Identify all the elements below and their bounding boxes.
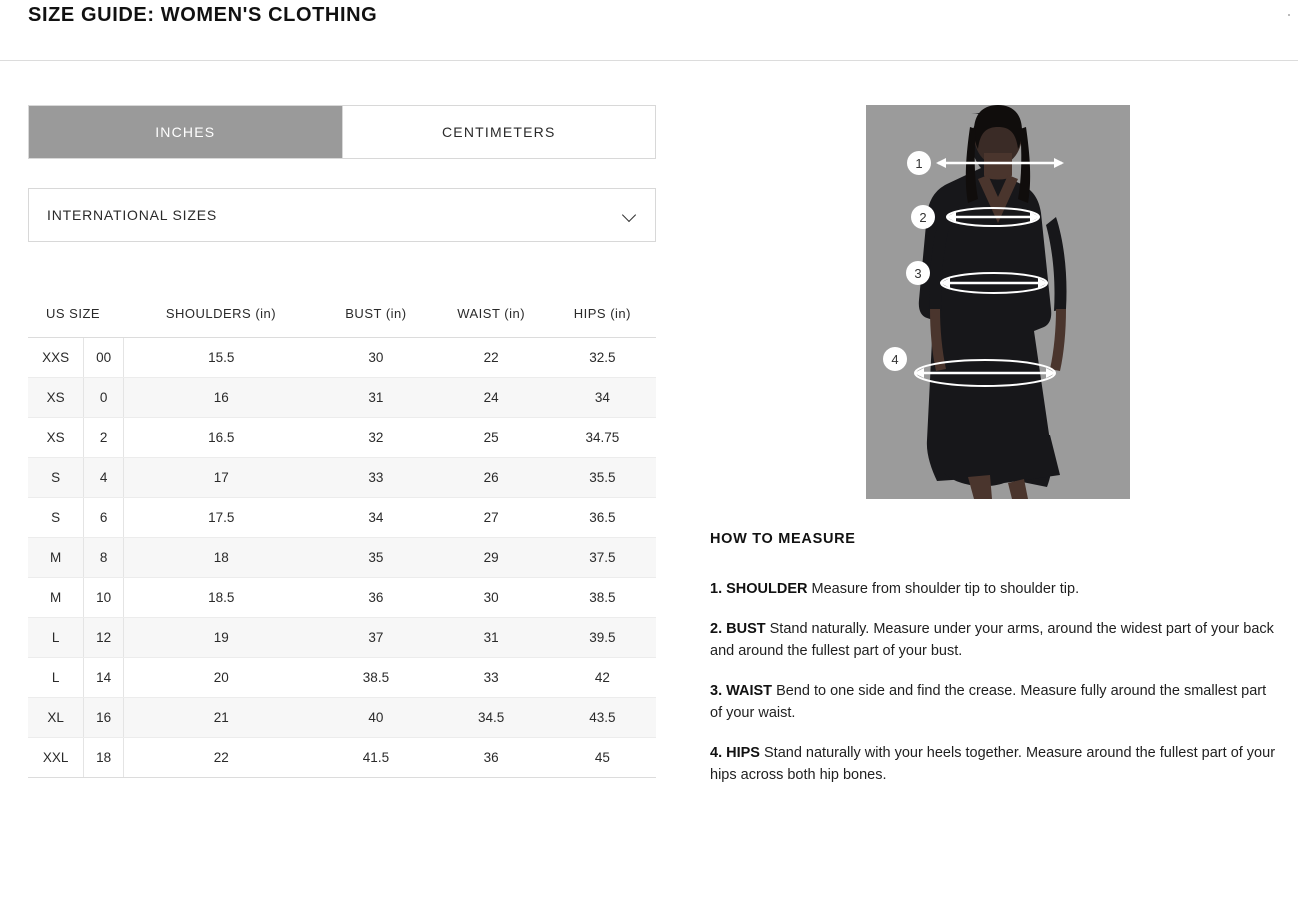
cell-size-number: 00 bbox=[84, 338, 124, 378]
cell-shoulders: 18 bbox=[124, 538, 319, 578]
cell-hips: 43.5 bbox=[549, 698, 656, 738]
cell-waist: 31 bbox=[434, 618, 549, 658]
unit-tabs bbox=[28, 105, 656, 159]
cell-waist: 30 bbox=[434, 578, 549, 618]
svg-text:1: 1 bbox=[915, 156, 923, 171]
cell-waist: 25 bbox=[434, 418, 549, 458]
table-row bbox=[28, 418, 656, 458]
table-row bbox=[28, 658, 656, 698]
cell-bust: 32 bbox=[318, 418, 433, 458]
cell-size-number: 4 bbox=[84, 458, 124, 498]
cell-waist: 36 bbox=[434, 738, 549, 778]
table-row bbox=[28, 578, 656, 618]
measure-step-text: Bend to one side and find the crease. Measure fully around the smallest part of your waist. bbox=[710, 683, 1267, 722]
header-divider bbox=[0, 60, 1298, 61]
measure-step-shoulder bbox=[710, 578, 1276, 600]
cell-waist: 33 bbox=[434, 658, 549, 698]
measure-step-label: 2. BUST bbox=[710, 621, 766, 638]
size-chart-table bbox=[28, 292, 656, 778]
cell-bust: 35 bbox=[318, 538, 433, 578]
corner-marker bbox=[1288, 14, 1290, 16]
size-system-value: INTERNATIONAL SIZES bbox=[47, 207, 217, 223]
cell-hips: 38.5 bbox=[549, 578, 656, 618]
measure-step-text: Measure from shoulder tip to shoulder tip. bbox=[807, 581, 1080, 597]
table-row bbox=[28, 538, 656, 578]
measure-step-waist bbox=[710, 680, 1276, 724]
cell-size-letter: XS bbox=[28, 418, 84, 458]
column-header-bust: BUST (in) bbox=[318, 292, 433, 338]
cell-size-number: 10 bbox=[84, 578, 124, 618]
cell-hips: 35.5 bbox=[549, 458, 656, 498]
table-row bbox=[28, 618, 656, 658]
column-header-us-size: US SIZE bbox=[28, 292, 124, 338]
cell-hips: 34 bbox=[549, 378, 656, 418]
cell-hips: 32.5 bbox=[549, 338, 656, 378]
measure-step-label: 4. HIPS bbox=[710, 745, 760, 762]
cell-size-letter: XXL bbox=[28, 738, 84, 778]
cell-bust: 30 bbox=[318, 338, 433, 378]
cell-waist: 34.5 bbox=[434, 698, 549, 738]
cell-bust: 38.5 bbox=[318, 658, 433, 698]
cell-hips: 45 bbox=[549, 738, 656, 778]
svg-text:3: 3 bbox=[914, 266, 922, 281]
cell-hips: 39.5 bbox=[549, 618, 656, 658]
cell-bust: 34 bbox=[318, 498, 433, 538]
svg-text:2: 2 bbox=[919, 210, 927, 225]
size-system-select[interactable] bbox=[28, 188, 656, 242]
cell-hips: 36.5 bbox=[549, 498, 656, 538]
measure-step-label: 3. WAIST bbox=[710, 683, 773, 700]
cell-bust: 40 bbox=[318, 698, 433, 738]
cell-size-number: 6 bbox=[84, 498, 124, 538]
column-header-hips: HIPS (in) bbox=[549, 292, 656, 338]
how-to-measure-title: HOW TO MEASURE bbox=[710, 531, 856, 547]
cell-size-letter: L bbox=[28, 618, 84, 658]
tab-inches[interactable]: INCHES bbox=[29, 106, 343, 158]
cell-size-number: 16 bbox=[84, 698, 124, 738]
cell-shoulders: 16.5 bbox=[124, 418, 319, 458]
cell-shoulders: 15.5 bbox=[124, 338, 319, 378]
cell-bust: 37 bbox=[318, 618, 433, 658]
table-row bbox=[28, 698, 656, 738]
column-header-shoulders: SHOULDERS (in) bbox=[124, 292, 319, 338]
cell-waist: 27 bbox=[434, 498, 549, 538]
cell-shoulders: 18.5 bbox=[124, 578, 319, 618]
cell-size-letter: S bbox=[28, 498, 84, 538]
cell-size-number: 14 bbox=[84, 658, 124, 698]
cell-bust: 41.5 bbox=[318, 738, 433, 778]
cell-size-number: 8 bbox=[84, 538, 124, 578]
svg-text:4: 4 bbox=[891, 352, 899, 367]
cell-shoulders: 19 bbox=[124, 618, 319, 658]
cell-shoulders: 17 bbox=[124, 458, 319, 498]
column-header-waist: WAIST (in) bbox=[434, 292, 549, 338]
cell-waist: 29 bbox=[434, 538, 549, 578]
cell-hips: 34.75 bbox=[549, 418, 656, 458]
cell-shoulders: 21 bbox=[124, 698, 319, 738]
measure-step-text: Stand naturally. Measure under your arms, around the widest part of your back and around the fullest part of your bust. bbox=[710, 621, 1274, 660]
cell-size-number: 0 bbox=[84, 378, 124, 418]
cell-size-number: 18 bbox=[84, 738, 124, 778]
measure-step-bust bbox=[710, 618, 1276, 662]
cell-size-letter: M bbox=[28, 578, 84, 618]
cell-shoulders: 20 bbox=[124, 658, 319, 698]
measurement-figure bbox=[866, 105, 1130, 499]
cell-size-letter: L bbox=[28, 658, 84, 698]
how-to-measure-list bbox=[710, 578, 1276, 804]
table-row bbox=[28, 378, 656, 418]
cell-bust: 33 bbox=[318, 458, 433, 498]
chevron-down-icon bbox=[623, 208, 637, 222]
cell-size-letter: S bbox=[28, 458, 84, 498]
table-row bbox=[28, 738, 656, 778]
cell-size-letter: XS bbox=[28, 378, 84, 418]
cell-size-letter: XXS bbox=[28, 338, 84, 378]
measure-step-label: 1. SHOULDER bbox=[710, 581, 808, 597]
cell-hips: 37.5 bbox=[549, 538, 656, 578]
cell-waist: 26 bbox=[434, 458, 549, 498]
measure-step-hips bbox=[710, 742, 1276, 786]
cell-hips: 42 bbox=[549, 658, 656, 698]
measure-step-text: Stand naturally with your heels together. Measure around the fullest part of your hips across both hip bones. bbox=[710, 745, 1276, 784]
cell-size-number: 2 bbox=[84, 418, 124, 458]
tab-centimeters[interactable]: CENTIMETERS bbox=[343, 106, 656, 158]
cell-shoulders: 16 bbox=[124, 378, 319, 418]
table-row bbox=[28, 498, 656, 538]
cell-bust: 36 bbox=[318, 578, 433, 618]
table-row bbox=[28, 458, 656, 498]
cell-bust: 31 bbox=[318, 378, 433, 418]
cell-size-letter: M bbox=[28, 538, 84, 578]
page-title: SIZE GUIDE: WOMEN'S CLOTHING bbox=[28, 4, 378, 26]
table-row bbox=[28, 338, 656, 378]
cell-size-number: 12 bbox=[84, 618, 124, 658]
cell-size-letter: XL bbox=[28, 698, 84, 738]
cell-shoulders: 22 bbox=[124, 738, 319, 778]
cell-waist: 24 bbox=[434, 378, 549, 418]
cell-waist: 22 bbox=[434, 338, 549, 378]
cell-shoulders: 17.5 bbox=[124, 498, 319, 538]
table-header-row bbox=[28, 292, 656, 338]
